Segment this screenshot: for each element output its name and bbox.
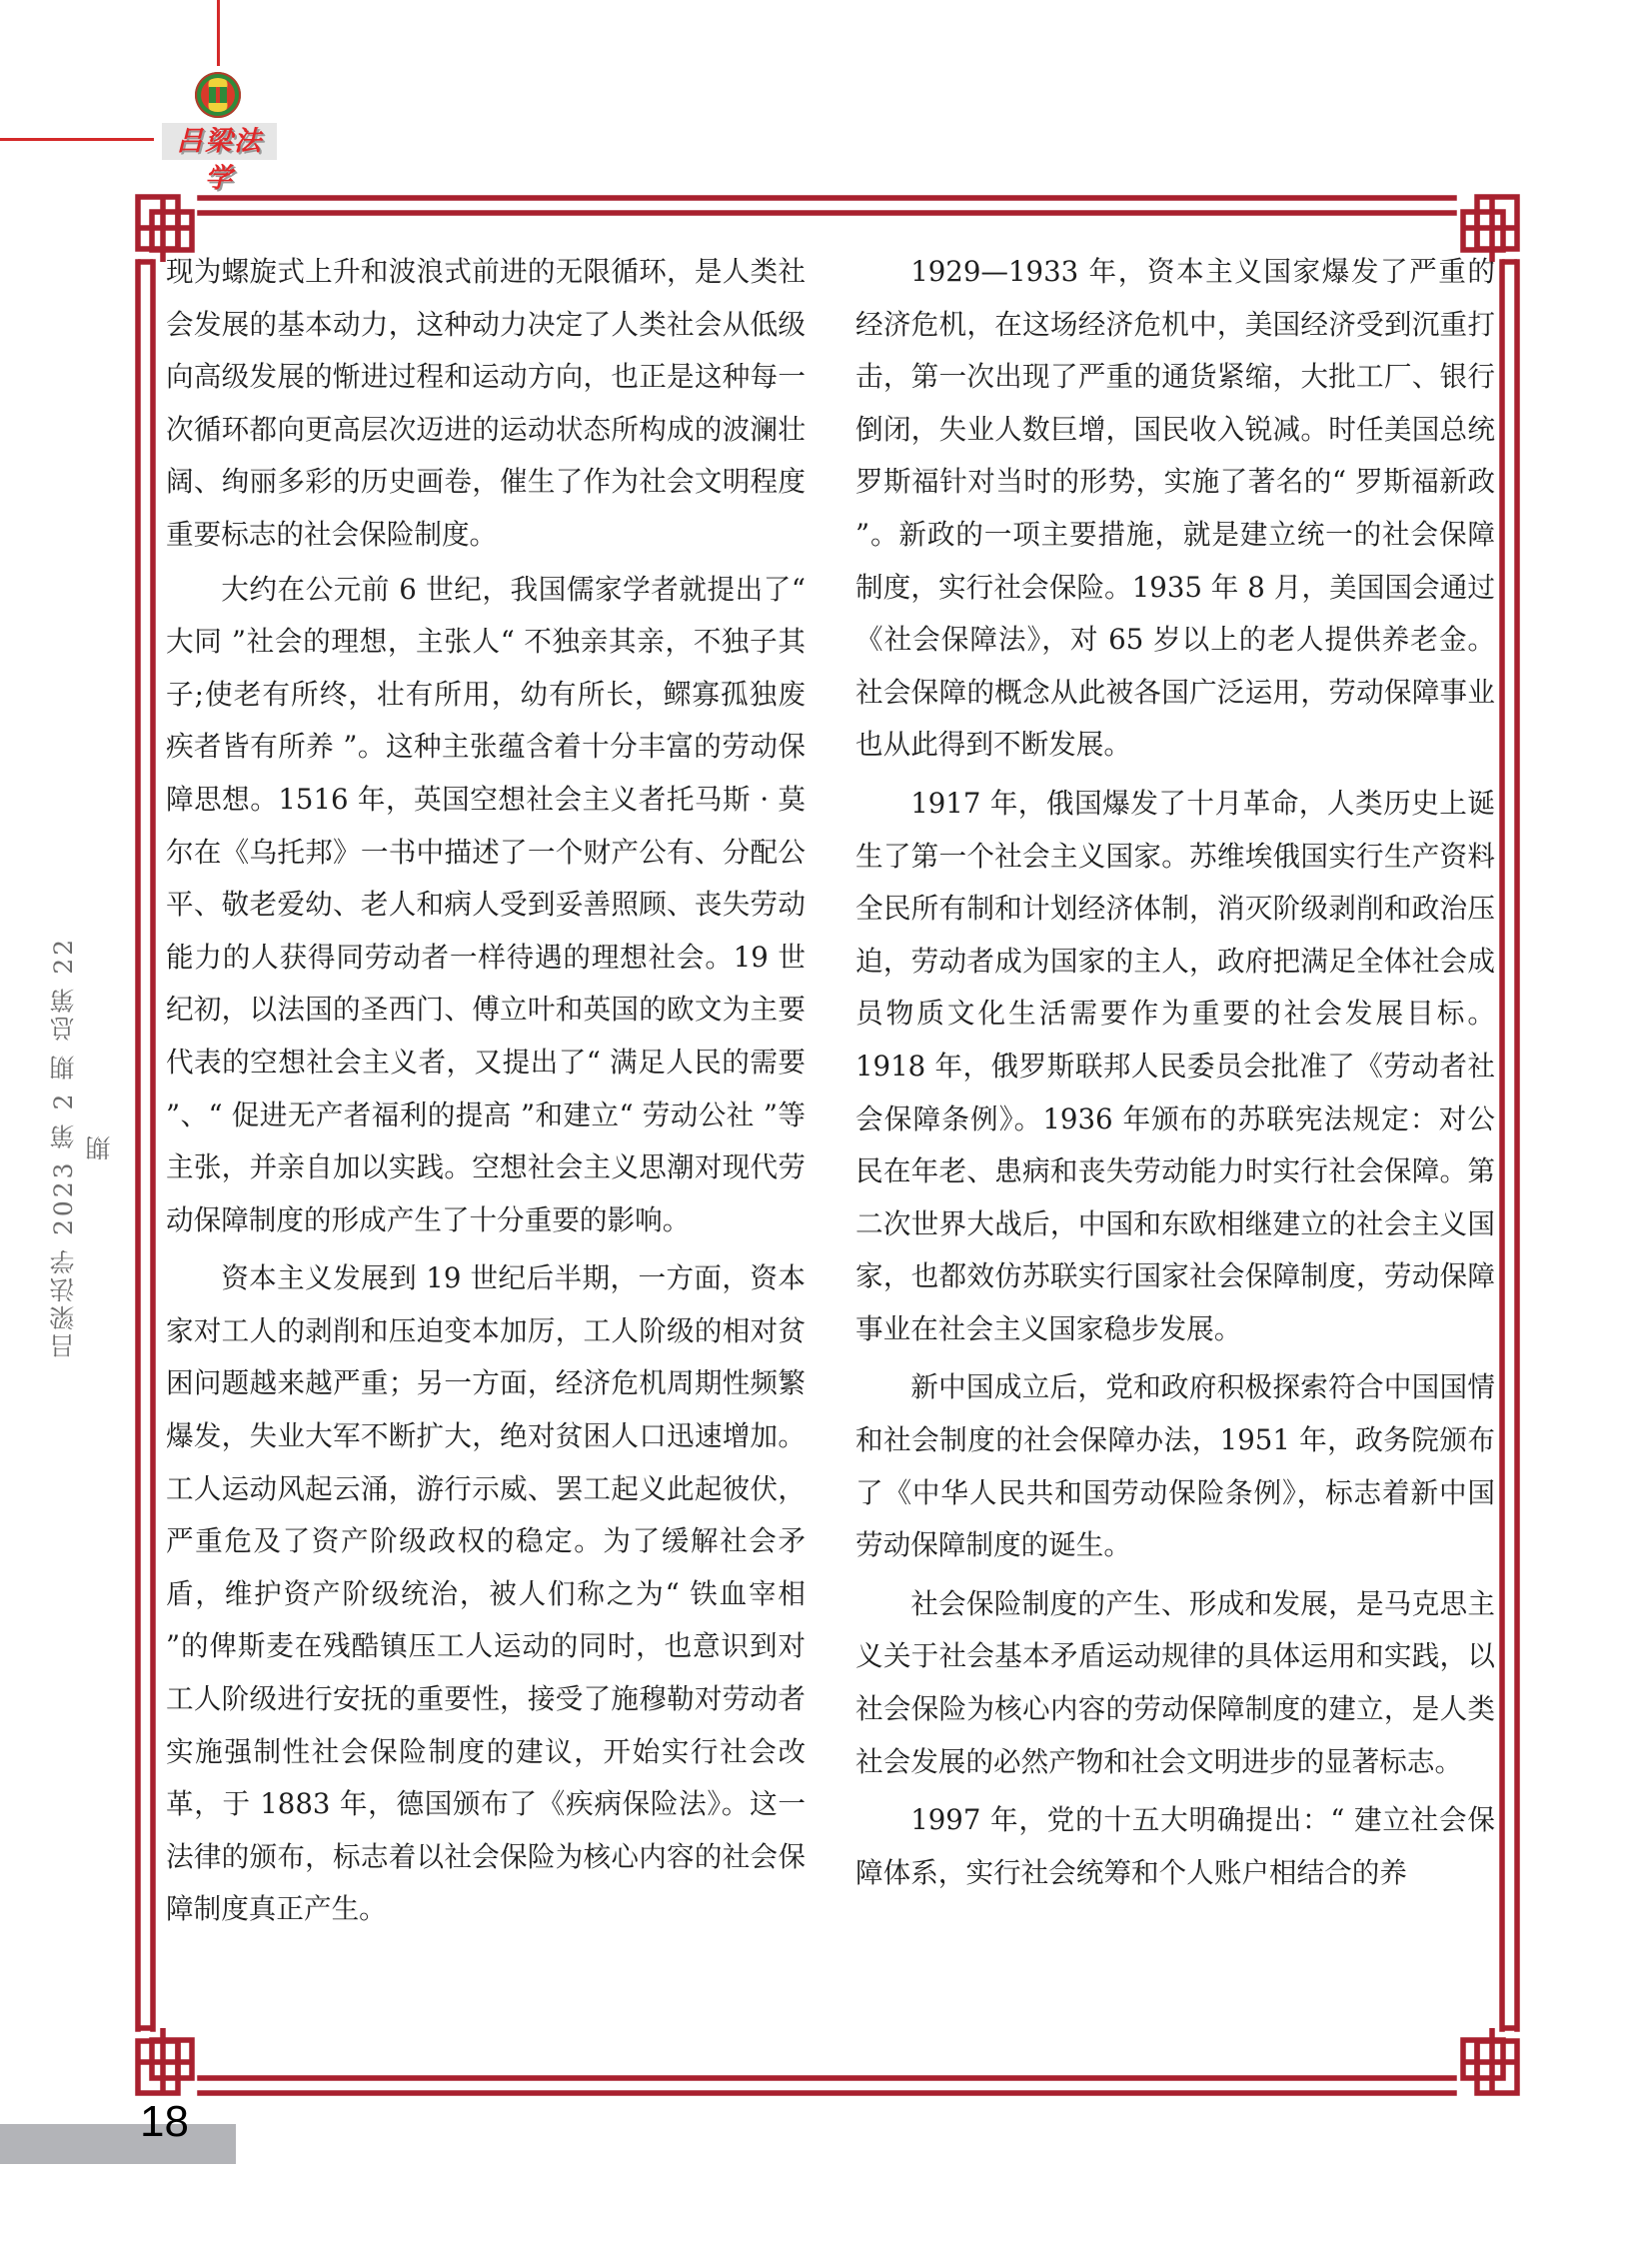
paragraph: 1997 年，党的十五大明确提出：“ 建立社会保障体系，实行社会统筹和个人账户相结合的养 bbox=[855, 1803, 1495, 1889]
paragraph: 社会保险制度的产生、形成和发展，是马克思主义关于社会基本矛盾运动规律的具体运用和实践，以社会保险为核心内容的劳动保障制度的建立，是人类社会发展的必然产物和社会文明进步的显著标志。 bbox=[855, 1586, 1495, 1778]
header-horizontal-rule bbox=[0, 138, 154, 141]
page-number: 18 bbox=[140, 2097, 189, 2146]
paragraph: 现为螺旋式上升和波浪式前进的无限循环，是人类社会发展的基本动力，这种动力决定了人类社会从低级向高级发展的惭进过程和运动方向，也正是这种每一次循环都向更高层次迈进的运动状态所构成的波澜壮阔、绚丽多彩的历史画卷，催生了作为社会文明程度重要标志的社会保险制度。 bbox=[166, 255, 806, 551]
issue-side-caption: 吕梁法学 2023 第 2 期 总第 22 期 bbox=[49, 936, 114, 1358]
left-column bbox=[166, 246, 806, 1938]
journal-logo-text: 吕梁法学 bbox=[162, 123, 277, 160]
paragraph: 1929—1933 年，资本主义国家爆发了严重的经济危机，在这场经济危机中，美国经济受到沉重打击，第一次出现了严重的通货紧缩，大批工厂、银行倒闭，失业人数巨增，国民收入锐减。时任美国总统罗斯福针对当时的形势，实施了著名的“ 罗斯福新政 ”。新政的一项主要措施，就是建立统一的社会保障制度，实行社会保险。1935 年 8 月，美国国会通过《社会保障法》，对 65 岁以上的老人提供养老金。社会保障的概念从此被各国广泛运用，劳动保障事业也从此得到不断发展。 bbox=[855, 255, 1495, 762]
right-column bbox=[855, 246, 1495, 1901]
corner-knot-bottom-left bbox=[138, 2028, 192, 2093]
journal-emblem-icon bbox=[195, 72, 241, 118]
paragraph: 新中国成立后，党和政府积极探索符合中国国情和社会制度的社会保障办法，1951 年，政务院颁布了《中华人民共和国劳动保险条例》，标志着新中国劳动保障制度的诞生。 bbox=[855, 1370, 1495, 1562]
paragraph: 大约在公元前 6 世纪，我国儒家学者就提出了“ 大同 ”社会的理想，主张人“ 不独亲其亲，不独子其子;使老有所终，壮有所用，幼有所长，鳏寡孤独废疾者皆有所养 ”。这种主张蕴含着十分丰富的劳动保障思想。1516 年，英国空想社会主义者托马斯 · 莫尔在《乌托邦》一书中描述了一个财产公有、分配公平、敬老爱幼、老人和病人受到妥善照顾、丧失劳动能力的人获得同劳动者一样待遇的理想社会。19 世纪初，以法国的圣西门、傅立叶和英国的欧文为主要代表的空想社会主义者，又提出了“ 满足人民的需要 ”、“ 促进无产者福利的提高 ”和建立“ 劳动公社 ”等主张，并亲自加以实践。空想社会主义思潮对现代劳动保障制度的形成产生了十分重要的影响。 bbox=[166, 572, 806, 1236]
corner-knot-bottom-right bbox=[1463, 2028, 1517, 2093]
paragraph: 1917 年，俄国爆发了十月革命，人类历史上诞生了第一个社会主义国家。苏维埃俄国实行生产资料全民所有制和计划经济体制，消灭阶级剥削和政治压迫，劳动者成为国家的主人，政府把满足全体社会成员物质文化生活需要作为重要的社会发展目标。1918 年，俄罗斯联邦人民委员会批准了《劳动者社会保障条例》。1936 年颁布的苏联宪法规定：对公民在年老、患病和丧失劳动能力时实行社会保障。第二次世界大战后，中国和东欧相继建立的社会主义国家，也都效仿苏联实行国家社会保障制度，劳动保障事业在社会主义国家稳步发展。 bbox=[855, 786, 1495, 1345]
paragraph: 资本主义发展到 19 世纪后半期，一方面，资本家对工人的剥削和压迫变本加厉，工人阶级的相对贫困问题越来越严重；另一方面，经济危机周期性频繁爆发，失业大军不断扩大，绝对贫困人口迅速增加。工人运动风起云涌，游行示威、罢工起义此起彼伏，严重危及了资产阶级政权的稳定。为了缓解社会矛盾，维护资产阶级统治，被人们称之为“ 铁血宰相 ”的俾斯麦在残酷镇压工人运动的同时，也意识到对工人阶级进行安抚的重要性，接受了施穆勒对劳动者实施强制性社会保险制度的建议，开始实行社会改革，于 1883 年，德国颁布了《疾病保险法》。这一法律的颁布，标志着以社会保险为核心内容的社会保障制度真正产生。 bbox=[166, 1261, 806, 1926]
header-vertical-rule bbox=[217, 0, 220, 66]
page-number-bar bbox=[0, 2124, 236, 2164]
